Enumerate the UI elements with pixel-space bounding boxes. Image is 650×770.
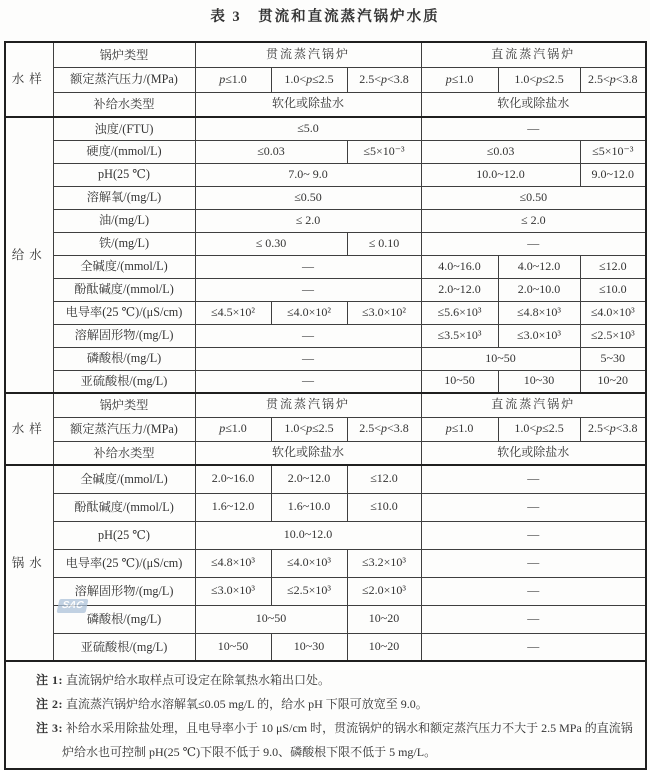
parameter-label: 补给水类型	[53, 92, 195, 117]
value-cell: 10~30	[271, 633, 347, 661]
value-cell: 1.0<p≤2.5	[271, 67, 347, 92]
sac-watermark: SAC	[57, 599, 89, 613]
value-cell: 软化或除盐水	[195, 441, 421, 465]
value-cell: 1.0<p≤2.5	[498, 417, 580, 441]
parameter-label: 溶解固形物/(mg/L)	[53, 324, 195, 347]
note-label: 注 1:	[36, 673, 63, 687]
row-group-label: 水样	[5, 42, 53, 117]
parameter-label: 电导率(25 ℃)/(μS/cm)	[53, 549, 195, 577]
value-cell: ≤12.0	[580, 255, 646, 278]
value-cell: 10~50	[421, 370, 498, 393]
value-cell: —	[421, 521, 646, 549]
value-cell: ≤5×10⁻³	[580, 140, 646, 163]
parameter-label: 酚酞碱度/(mmol/L)	[53, 278, 195, 301]
parameter-label: 补给水类型	[53, 441, 195, 465]
value-cell: —	[421, 633, 646, 661]
value-cell: ≤5×10⁻³	[347, 140, 421, 163]
value-cell: ≤4.0×10³	[580, 301, 646, 324]
parameter-label: 溶解固形物/(mg/L)	[53, 577, 195, 605]
value-cell: p≤1.0	[195, 417, 271, 441]
value-cell: —	[421, 577, 646, 605]
value-cell: 贯流蒸汽锅炉	[195, 42, 421, 67]
value-cell: 直流蒸汽锅炉	[421, 42, 646, 67]
value-cell: 4.0~12.0	[498, 255, 580, 278]
note-label: 注 2:	[36, 697, 63, 711]
value-cell: ≤2.5×10³	[271, 577, 347, 605]
parameter-label: 锅炉类型	[53, 393, 195, 417]
value-cell: 10~30	[498, 370, 580, 393]
value-cell: —	[421, 549, 646, 577]
parameter-label: 全碱度/(mmol/L)	[53, 465, 195, 493]
parameter-label: 磷酸根/(mg/L)	[53, 347, 195, 370]
value-cell: 2.0~12.0	[271, 465, 347, 493]
value-cell: ≤5.6×10³	[421, 301, 498, 324]
value-cell: 4.0~16.0	[421, 255, 498, 278]
parameter-label: 额定蒸汽压力/(MPa)	[53, 417, 195, 441]
value-cell: 7.0~ 9.0	[195, 163, 421, 186]
value-cell: 贯流蒸汽锅炉	[195, 393, 421, 417]
note-item	[36, 668, 637, 692]
value-cell: 10~50	[421, 347, 580, 370]
value-cell: ≤0.50	[195, 186, 421, 209]
value-cell: ≤3.0×10³	[498, 324, 580, 347]
parameter-label: 亚硫酸根/(mg/L)	[53, 370, 195, 393]
value-cell: —	[195, 370, 421, 393]
page-title: 表 3 贯流和直流蒸汽锅炉水质	[210, 9, 440, 25]
value-cell: ≤4.5×10²	[195, 301, 271, 324]
value-cell: —	[421, 465, 646, 493]
value-cell: ≤10.0	[347, 493, 421, 521]
value-cell: 软化或除盐水	[421, 92, 646, 117]
value-cell: —	[195, 278, 421, 301]
value-cell: p≤1.0	[421, 417, 498, 441]
table-body	[5, 42, 646, 661]
value-cell: —	[421, 605, 646, 633]
parameter-label: 硬度/(mmol/L)	[53, 140, 195, 163]
value-cell: 软化或除盐水	[195, 92, 421, 117]
value-cell: 10~20	[580, 370, 646, 393]
parameter-label: 全碱度/(mmol/L)	[53, 255, 195, 278]
value-cell: 2.5<p<3.8	[347, 67, 421, 92]
parameter-label: 浊度/(FTU)	[53, 117, 195, 140]
value-cell: 1.6~10.0	[271, 493, 347, 521]
value-cell: 10~50	[195, 605, 347, 633]
value-cell: 1.0<p≤2.5	[498, 67, 580, 92]
parameter-label: 锅炉类型	[53, 42, 195, 67]
value-cell: ≤3.2×10³	[347, 549, 421, 577]
value-cell: 2.0~16.0	[195, 465, 271, 493]
value-cell: —	[195, 255, 421, 278]
parameter-label: 额定蒸汽压力/(MPa)	[53, 67, 195, 92]
value-cell: ≤10.0	[580, 278, 646, 301]
row-group-label: 给水	[5, 117, 53, 393]
value-cell: ≤4.0×10³	[271, 549, 347, 577]
value-cell: p≤1.0	[421, 67, 498, 92]
value-cell: —	[195, 324, 421, 347]
value-cell: 2.0~12.0	[421, 278, 498, 301]
parameter-label: pH(25 ℃)	[53, 521, 195, 549]
value-cell: —	[421, 232, 646, 255]
value-cell: 9.0~12.0	[580, 163, 646, 186]
parameter-label: 油/(mg/L)	[53, 209, 195, 232]
value-cell: ≤5.0	[195, 117, 421, 140]
value-cell: ≤0.03	[421, 140, 580, 163]
value-cell: ≤12.0	[347, 465, 421, 493]
parameter-label: 电导率(25 ℃)/(μS/cm)	[53, 301, 195, 324]
value-cell: ≤3.5×10³	[421, 324, 498, 347]
value-cell: —	[195, 347, 421, 370]
value-cell: 10.0~12.0	[195, 521, 421, 549]
value-cell: 1.6~12.0	[195, 493, 271, 521]
parameter-label: 酚酞碱度/(mmol/L)	[53, 493, 195, 521]
value-cell: ≤4.8×10³	[195, 549, 271, 577]
parameter-label: pH(25 ℃)	[53, 163, 195, 186]
value-cell: ≤4.0×10²	[271, 301, 347, 324]
value-cell: 软化或除盐水	[421, 441, 646, 465]
value-cell: —	[421, 117, 646, 140]
row-group-label: 水样	[5, 393, 53, 465]
value-cell: ≤ 2.0	[421, 209, 646, 232]
water-quality-table	[4, 41, 647, 770]
value-cell: 2.0~10.0	[498, 278, 580, 301]
note-label: 注 3:	[36, 721, 63, 735]
value-cell: ≤ 0.10	[347, 232, 421, 255]
value-cell: 直流蒸汽锅炉	[421, 393, 646, 417]
parameter-label: 磷酸根/(mg/L)	[53, 605, 195, 633]
value-cell: 1.0<p≤2.5	[271, 417, 347, 441]
parameter-label: 溶解氧/(mg/L)	[53, 186, 195, 209]
value-cell: ≤0.50	[421, 186, 646, 209]
value-cell: 2.5<p<3.8	[580, 67, 646, 92]
value-cell: ≤ 2.0	[195, 209, 421, 232]
value-cell: 2.5<p<3.8	[347, 417, 421, 441]
value-cell: ≤ 0.30	[195, 232, 347, 255]
notes-box	[5, 661, 646, 769]
value-cell: p≤1.0	[195, 67, 271, 92]
value-cell: 10~20	[347, 633, 421, 661]
parameter-label: 铁/(mg/L)	[53, 232, 195, 255]
value-cell: 2.5<p<3.8	[580, 417, 646, 441]
note-text: 直流锅炉给水取样点可设定在除氧热水箱出口处。	[66, 673, 331, 687]
value-cell: ≤4.8×10³	[498, 301, 580, 324]
note-text: 补给水采用除盐处理，且电导率小于 10 μS/cm 时，贯流锅炉的锅水和额定蒸汽压力不大于 2.5 MPa 的直流锅炉给水也可控制 pH(25 ℃)下限不低于 9.0、磷酸根下限不低于 5 mg/L。	[62, 721, 633, 759]
row-group-label: 锅水	[5, 465, 53, 661]
value-cell: ≤0.03	[195, 140, 347, 163]
value-cell: 10~50	[195, 633, 271, 661]
note-text: 直流蒸汽锅炉给水溶解氧≤0.05 mg/L 的，给水 pH 下限可放宽至 9.0。	[66, 697, 428, 711]
parameter-label: 亚硫酸根/(mg/L)	[53, 633, 195, 661]
value-cell: 10~20	[347, 605, 421, 633]
value-cell: ≤2.5×10³	[580, 324, 646, 347]
value-cell: ≤3.0×10²	[347, 301, 421, 324]
note-item	[36, 692, 637, 716]
value-cell: 10.0~12.0	[421, 163, 580, 186]
value-cell: 5~30	[580, 347, 646, 370]
value-cell: —	[421, 493, 646, 521]
value-cell: ≤2.0×10³	[347, 577, 421, 605]
note-item	[36, 716, 637, 764]
value-cell: ≤3.0×10³	[195, 577, 271, 605]
